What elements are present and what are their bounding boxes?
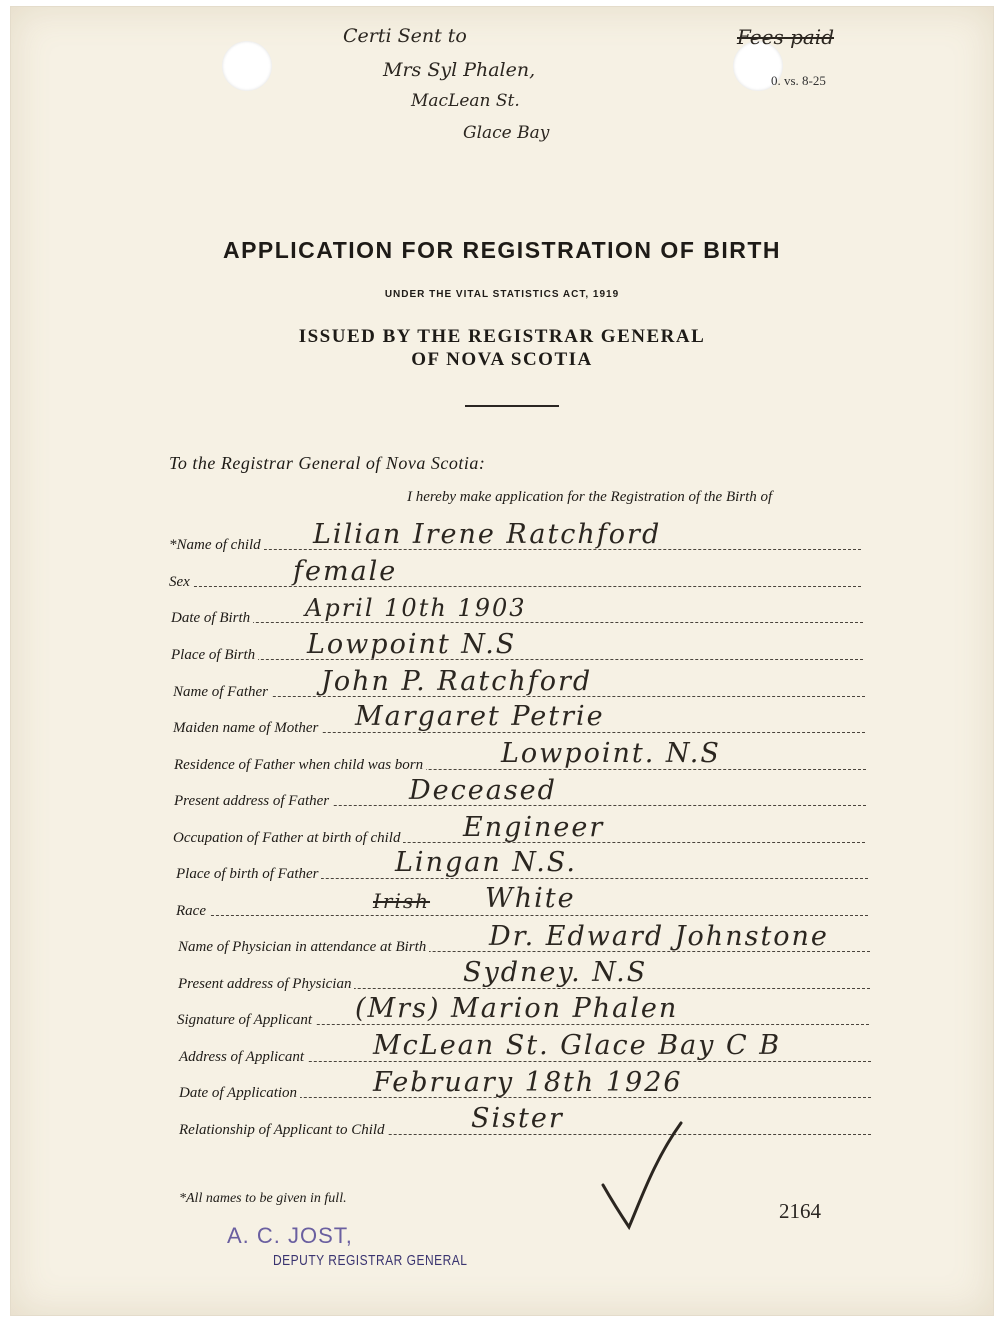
field-value: Lowpoint N.S xyxy=(307,629,517,660)
field-label: Place of Birth xyxy=(171,647,258,664)
field-value: Engineer xyxy=(463,812,605,843)
form-number: 0. vs. 8-25 xyxy=(771,73,826,88)
field-label: Race xyxy=(176,903,209,920)
field-value: Sydney. N.S xyxy=(463,957,648,988)
field-label: Signature of Applicant xyxy=(177,1012,315,1029)
field-value: Lowpoint. N.S xyxy=(501,738,721,769)
field-label: Maiden name of Mother xyxy=(173,720,321,737)
birth-registration-form xyxy=(10,6,994,1316)
field-struck-value: Irish xyxy=(373,889,431,913)
field-value: April 10th 1903 xyxy=(305,594,527,622)
check-mark-icon xyxy=(597,1119,687,1231)
field-label: Occupation of Father at birth of child xyxy=(173,830,403,847)
field-value: Margaret Petrie xyxy=(355,701,605,732)
field-label: Relationship of Applicant to Child xyxy=(179,1122,388,1139)
handwritten-note-line2: Mrs Syl Phalen, xyxy=(383,59,536,81)
application-statement: I hereby make application for the Registration of the Birth of xyxy=(407,489,773,505)
field-label: Address of Applicant xyxy=(179,1049,307,1066)
form-subtitle: UNDER THE VITAL STATISTICS ACT, 1919 xyxy=(384,289,620,300)
field-label: Residence of Father when child was born xyxy=(174,757,426,774)
field-value: Lingan N.S. xyxy=(395,847,577,878)
form-title: APPLICATION FOR REGISTRATION OF BIRTH xyxy=(222,237,782,263)
field-value: Deceased xyxy=(409,775,557,806)
field-label: Present address of Physician xyxy=(178,976,354,993)
field-label: Present address of Father xyxy=(174,793,332,810)
issuer-line1: ISSUED BY THE REGISTRAR GENERAL xyxy=(298,326,706,347)
divider-rule xyxy=(465,405,559,407)
field-value: Lilian Irene Ratchford xyxy=(313,519,662,550)
field-value: (Mrs) Marion Phalen xyxy=(355,993,679,1024)
field-value: Dr. Edward Johnstone xyxy=(489,921,829,952)
field-label: Sex xyxy=(169,574,193,591)
footnote: *All names to be given in full. xyxy=(179,1191,347,1206)
field-value: White xyxy=(485,883,576,914)
serial-number: 2164 xyxy=(779,1199,821,1223)
handwritten-fees-note: Fees paid xyxy=(737,25,835,49)
field-value: February 18th 1926 xyxy=(373,1067,683,1098)
issuer-line2: OF NOVA SCOTIA xyxy=(411,349,593,370)
field-value: McLean St. Glace Bay C B xyxy=(373,1030,782,1061)
issuer-block xyxy=(11,325,993,371)
field-label: Date of Application xyxy=(179,1085,300,1102)
salutation: To the Registrar General of Nova Scotia: xyxy=(169,453,486,473)
field-value: female xyxy=(293,556,398,587)
field-label: Place of birth of Father xyxy=(176,866,321,883)
handwritten-note-line1: Certi Sent to xyxy=(343,25,467,47)
field-label: Name of Physician in attendance at Birth xyxy=(178,939,429,956)
registrar-stamp-title: DEPUTY REGISTRAR GENERAL xyxy=(273,1251,468,1269)
field-label: Name of Father xyxy=(173,684,271,701)
punch-hole-left xyxy=(222,41,272,91)
field-label: Date of Birth xyxy=(171,610,253,627)
field-value: John P. Ratchford xyxy=(321,666,593,697)
field-label: *Name of child xyxy=(169,537,264,554)
handwritten-note-line4: Glace Bay xyxy=(463,123,550,143)
registrar-stamp-name: A. C. JOST, xyxy=(227,1223,353,1248)
field-value: Sister xyxy=(471,1103,564,1134)
handwritten-note-line3: MacLean St. xyxy=(411,91,520,111)
